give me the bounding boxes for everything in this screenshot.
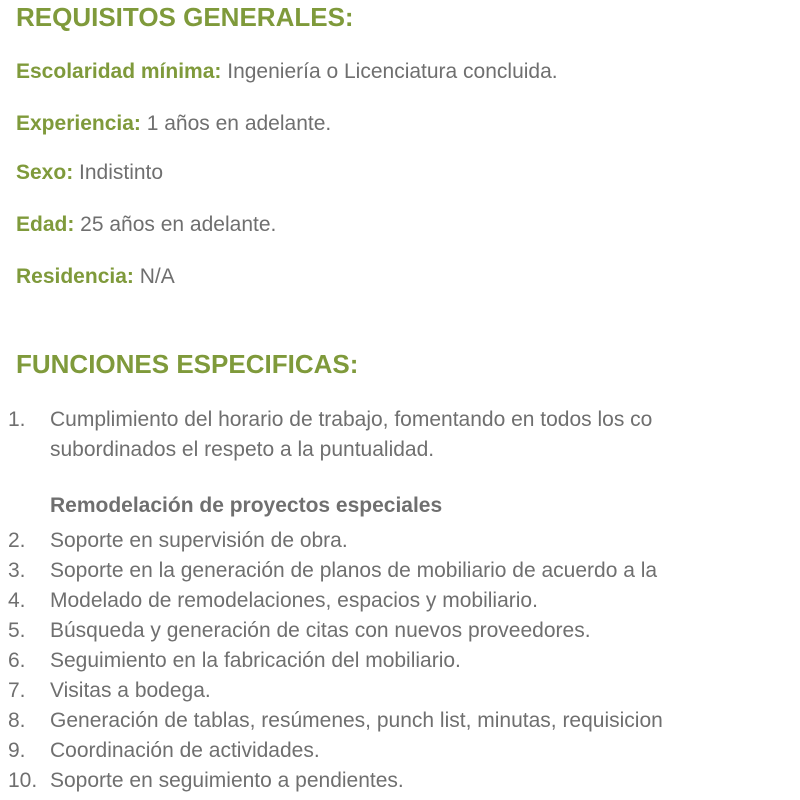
list-item-text: Soporte en la generación de planos de mobiliario de acuerdo a la: [50, 559, 658, 582]
list-item: [8, 556, 800, 586]
list-item: [8, 405, 800, 465]
list-item-text: Generación de tablas, resúmenes, punch list, minutas, requisicion: [50, 709, 663, 732]
list-item: [8, 586, 800, 616]
requisito-sexo: [16, 161, 163, 185]
list-item-number: 9.: [8, 739, 26, 762]
list-item-text: Búsqueda y generación de citas con nuevos proveedores.: [50, 619, 591, 642]
requisito-label: Residencia:: [16, 265, 134, 288]
list-item: [8, 526, 800, 556]
list-item-number: 10.: [8, 769, 38, 792]
list-item-text: Modelado de remodelaciones, espacios y mobiliario.: [50, 589, 538, 612]
list-item-number: 7.: [8, 679, 26, 702]
funciones-heading: FUNCIONES ESPECIFICAS:: [16, 349, 359, 379]
requisito-label: Sexo:: [16, 161, 74, 184]
list-item: [8, 676, 800, 706]
list-item-number: 1.: [8, 408, 26, 431]
requisito-label: Escolaridad mínima:: [16, 60, 222, 83]
list-item-number: 8.: [8, 709, 26, 732]
list-item: [8, 616, 800, 646]
list-item-number: 5.: [8, 619, 26, 642]
requisito-value: Ingeniería o Licenciatura concluida.: [221, 60, 558, 83]
requisito-residencia: [16, 265, 175, 289]
list-item-text: Soporte en seguimiento a pendientes.: [50, 769, 404, 792]
list-item-number: 6.: [8, 649, 26, 672]
requisito-value: 1 años en adelante.: [140, 112, 332, 135]
requisito-value: Indistinto: [73, 161, 164, 184]
list-item: [8, 706, 800, 736]
list-item-text: Cumplimiento del horario de trabajo, fomentando en todos los co: [50, 408, 653, 431]
list-item: [8, 766, 800, 796]
list-item-number: 3.: [8, 559, 26, 582]
requisito-value: 25 años en adelante.: [74, 213, 277, 236]
list-item-text: Soporte en supervisión de obra.: [50, 529, 348, 552]
requisito-label: Experiencia:: [16, 112, 141, 135]
subheading-remodelacion: Remodelación de proyectos especiales: [50, 494, 443, 517]
list-item-text: Visitas a bodega.: [50, 679, 211, 702]
requisitos-heading: REQUISITOS GENERALES:: [16, 2, 354, 32]
list-item-number: 4.: [8, 589, 26, 612]
requisito-experiencia: [16, 112, 331, 136]
list-item-text-continued: subordinados el respeto a la puntualidad.: [50, 438, 435, 461]
requisito-value: N/A: [133, 265, 175, 288]
list-item: [8, 736, 800, 766]
list-item-number: 2.: [8, 529, 26, 552]
list-item: [8, 646, 800, 676]
list-item-text: Coordinación de actividades.: [50, 739, 320, 762]
list-item-text: Seguimiento en la fabricación del mobiliario.: [50, 649, 461, 672]
requisito-escolaridad: [16, 60, 558, 84]
requisito-edad: [16, 213, 276, 237]
requisito-label: Edad:: [16, 213, 75, 236]
